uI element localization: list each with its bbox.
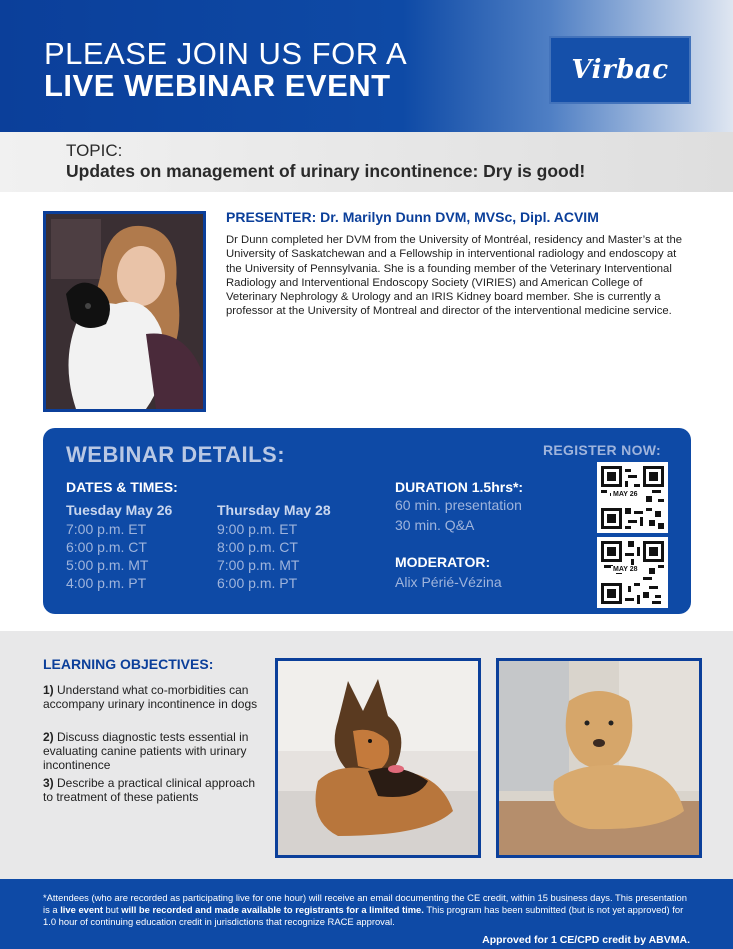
objective-1-number: 1) <box>43 683 54 697</box>
learning-objectives-heading: LEARNING OBJECTIVES: <box>43 656 214 672</box>
objective-1-text: Understand what co-morbidities can accompany urinary incontinence in dogs <box>43 683 258 711</box>
german-shepherd-photo <box>275 658 481 858</box>
register-now-label: REGISTER NOW: <box>543 442 661 458</box>
duration-label: DURATION 1.5hrs*: <box>395 479 524 495</box>
day-1-time-ct: 6:00 p.m. CT <box>66 539 147 555</box>
topic-bar <box>0 132 733 192</box>
day-1-time-et: 7:00 p.m. ET <box>66 521 147 537</box>
logo-text: Virbac <box>571 55 669 85</box>
topic-label: TOPIC: <box>66 141 123 160</box>
objective-3-number: 3) <box>43 776 54 790</box>
duration-presentation: 60 min. presentation <box>395 497 522 513</box>
duration-block <box>395 479 523 535</box>
presenter-photo-illustration <box>46 214 203 409</box>
day-1-time-pt: 4:00 p.m. PT <box>66 575 147 591</box>
qr-1-label: MAY 26 <box>613 491 638 498</box>
qr-2-label: MAY 28 <box>613 566 638 573</box>
day-1-time-mt: 5:00 p.m. MT <box>66 557 149 573</box>
day-2-name: Thursday May 28 <box>217 502 331 518</box>
header-line-2: LIVE WEBINAR EVENT <box>44 68 391 103</box>
footer-part-3: This program has been submitted (but is not yet approved) for 1.0 hour of continuing education credit in jurisdictions that recognize RACE approval. <box>43 904 684 927</box>
objective-item-1 <box>43 683 261 711</box>
footer-bold-1: live event <box>60 904 103 915</box>
footer-part-1: *Attendees (who are recorded as participating live for one hour) will receive an email documenting the CE credit, within 15 business days. This presentation is a <box>43 892 687 915</box>
moderator-name: Alix Périé-Vézina <box>395 574 502 590</box>
footer-bold-2: will be recorded and made available to registrants for a limited time. <box>121 904 424 915</box>
labrador-photo <box>496 658 702 858</box>
moderator-block <box>395 554 502 590</box>
day-2-time-pt: 6:00 p.m. PT <box>217 575 298 591</box>
presenter-name: PRESENTER: Dr. Marilyn Dunn DVM, MVSc, Dipl. ACVIM <box>226 209 599 225</box>
labrador-illustration <box>499 661 699 855</box>
topic-title: Updates on management of urinary incontinence: Dry is good! <box>66 161 586 181</box>
webinar-details-panel <box>43 428 691 614</box>
day-2-time-ct: 8:00 p.m. CT <box>217 539 298 555</box>
objective-item-3 <box>43 776 261 804</box>
day-2-time-mt: 7:00 p.m. MT <box>217 557 300 573</box>
moderator-label: MODERATOR: <box>395 554 491 570</box>
german-shepherd-illustration <box>278 661 478 855</box>
objective-3-text: Describe a practical clinical approach to treatment of these patients <box>43 776 256 804</box>
header-line-1: PLEASE JOIN US FOR A <box>44 36 408 71</box>
learning-objectives-section <box>0 631 733 879</box>
presenter-bio: Dr Dunn completed her DVM from the University of Montréal, residency and Master’s at the University of Saskatchewan and a Fellowship in interventional radiology and endoscopy at the University of Pennsylvania. She is a founding member of the Veterinary Interventional Radiology and Interventional Endoscopy Society (VIRIES) and American College of Veterinary Nephrology & Urology and an IRIS Kidney board member. She is currently a professor at the University of Montreal and director of the interventional medicine service. <box>226 234 683 318</box>
header-banner <box>0 0 733 132</box>
day-2-column <box>217 502 331 592</box>
qr-code-may-28[interactable] <box>597 537 668 608</box>
dates-times-label: DATES & TIMES: <box>66 479 178 495</box>
footer-text <box>43 892 693 928</box>
presenter-photo <box>43 211 206 412</box>
day-1-name: Tuesday May 26 <box>66 502 173 518</box>
objective-item-2 <box>43 730 261 772</box>
day-1-column <box>66 502 172 592</box>
objective-2-text: Discuss diagnostic tests essential in evaluating canine patients with urinary incontinence <box>43 730 249 772</box>
duration-qa: 30 min. Q&A <box>395 517 475 533</box>
footer-part-2: but <box>102 904 122 915</box>
objective-2-number: 2) <box>43 730 54 744</box>
approval-statement: Approved for 1 CE/CPD credit by ABVMA. <box>482 934 690 946</box>
virbac-logo <box>549 36 691 104</box>
day-2-time-et: 9:00 p.m. ET <box>217 521 298 537</box>
webinar-details-heading: WEBINAR DETAILS: <box>66 442 286 467</box>
qr-code-may-26[interactable] <box>597 462 668 533</box>
footer-disclaimer <box>0 879 733 949</box>
